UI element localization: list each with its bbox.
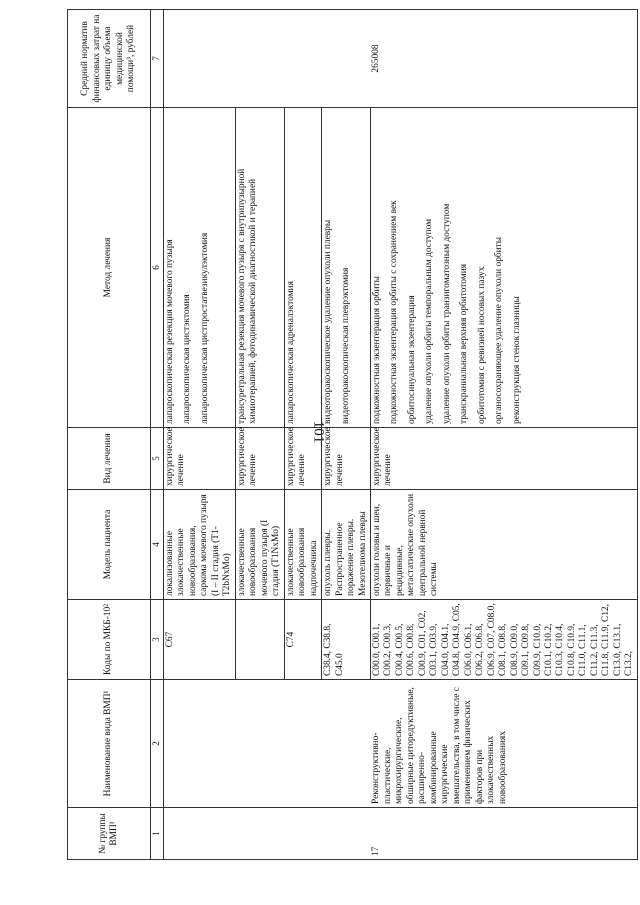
method-item: удаление опухоли орбиты транзигоматозным доступом [441, 203, 452, 424]
col-number: 7 [151, 10, 164, 108]
icd-codes-cell: C74 [284, 600, 321, 680]
method-item: реконструкция стенок глазницы [511, 296, 522, 424]
header-treatment-method: Метод лечения [68, 108, 151, 428]
treatment-method-cell [164, 108, 236, 428]
vmp-name-cell: Реконструктивно-пластические, микрохирургические, обширные циторедуктивные, расширенно-комбинированные хирургические вмешательства, в том числе с применением физических факторов при злокачественных новообразованиях [370, 680, 637, 808]
col-number: 6 [151, 108, 164, 428]
vmp-name-cell [164, 680, 371, 808]
treatment-method-cell [370, 108, 637, 428]
method-item: лапароскопическая цистэктомия [182, 294, 193, 424]
treatment-method-cell [322, 108, 371, 428]
header-icd-codes: Коды по МКБ-10² [68, 600, 151, 680]
method-item: орбитотомия с ревизией носовых пазух [476, 266, 487, 424]
icd-codes-cell: C00.0, C00.1, C00.2, C00.3, C00.4, C00.5, C00.6, C00.8, C00.9, C01, C02, C03.1, C03.9, C04.0, C04.1, C04.8, C04.9, C05, C06.0, C06.1, C06.2, C06.8, C06.9, C07, C08.0, C08.1, C08.8, C08.9, C09.0, C09.1, C09.8, C09.9, C10.0, C10.1, C10.2, C10.3, C10.4, C10.8, C10.9, C11.0, C11.1, C11.2, C11.3, C11.8, C11.9, C12, C13.0, C13.1, C13.2, [370, 600, 637, 680]
cost-cell: 265008 [370, 10, 637, 108]
rotated-table-page [67, 0, 637, 860]
treatment-type-cell: хирургическое лечение [322, 428, 371, 490]
treatment-type-cell: хирургическое лечение [164, 428, 236, 490]
header-row [68, 10, 151, 860]
method-item: подкожностная экзентерация орбиты [371, 276, 382, 424]
treatment-method-cell [235, 108, 284, 428]
method-item: транскраниальная верхняя орбитотомия [459, 263, 470, 424]
treatment-method-cell [284, 108, 321, 428]
method-item: удаление опухоли орбиты темпоральным доступом [424, 218, 435, 424]
header-treatment-type: Вид лечения [68, 428, 151, 490]
header-patient-model: Модель пациента [68, 490, 151, 600]
header-average-cost: Средний норматив финансовых затрат на единицу объема медицинской помощи³, рублей [68, 10, 151, 108]
column-number-row [151, 10, 164, 860]
header-vmp-name: Наименование вида ВМП¹ [68, 680, 151, 808]
col-number: 3 [151, 600, 164, 680]
cost-cell [164, 10, 371, 108]
method-item: подкожностная экзентерация орбиты с сохранением век [389, 200, 400, 424]
treatment-type-cell: хирургическое лечение [235, 428, 284, 490]
icd-codes-cell: C38.4, C38.8, C45.0 [322, 600, 371, 680]
treatment-type-cell: хирургическое лечение [370, 428, 637, 490]
header-group-number: № группы ВМП¹ [68, 808, 151, 860]
col-number: 5 [151, 428, 164, 490]
treatment-type-cell: хирургическое лечение [284, 428, 321, 490]
method-item: трансуретральная резекция мочевого пузыря с внутрипузырной химиотерапией, фотодинамической диагностикой и терапией [236, 168, 259, 424]
vmp-table [67, 9, 638, 860]
patient-model-cell: опухоли головы и шеи, первичные и рецидивные, метастатические опухоли центральной нервной системы [370, 490, 637, 600]
patient-model-cell: опухоль плевры. Распространенное поражение плевры. Мезотелиома плевры [322, 490, 371, 600]
table-row [164, 10, 236, 860]
method-item: видеоторакоскопическая плеврэктомия [340, 267, 351, 424]
method-item: орбитосинуальная экзентерация [406, 295, 417, 424]
table-row [370, 10, 637, 860]
icd-codes-cell [235, 600, 284, 680]
patient-model-cell: злокачественные новообразования надпочечника [284, 490, 321, 600]
page-number: 101 [310, 420, 327, 444]
method-item: лапароскопическая резекция мочевого пузыря [165, 239, 175, 424]
method-item: лапароскопическая адреналэктомия [285, 281, 296, 424]
patient-model-cell: злокачественные новообразования мочевого пузыря (I стадия (T1NxMo) [235, 490, 284, 600]
col-number: 1 [151, 808, 164, 860]
col-number: 2 [151, 680, 164, 808]
patient-model-cell: локализованные злокачественные новообразования, саркома мочевого пузыря (I – II стадия (T1-T2bNxMo) [164, 490, 236, 600]
method-item: органосохраняющее удаление опухоли орбиты [494, 236, 505, 424]
col-number: 4 [151, 490, 164, 600]
method-item: лапароскопическая цистпростатвезикулэктомия [199, 232, 210, 424]
method-item: видеоторакоскопическое удаление опухоли плевры [323, 219, 334, 424]
icd-codes-cell: C67 [164, 600, 236, 680]
group-number-cell: 17 [370, 808, 637, 860]
group-number-cell [164, 808, 371, 860]
